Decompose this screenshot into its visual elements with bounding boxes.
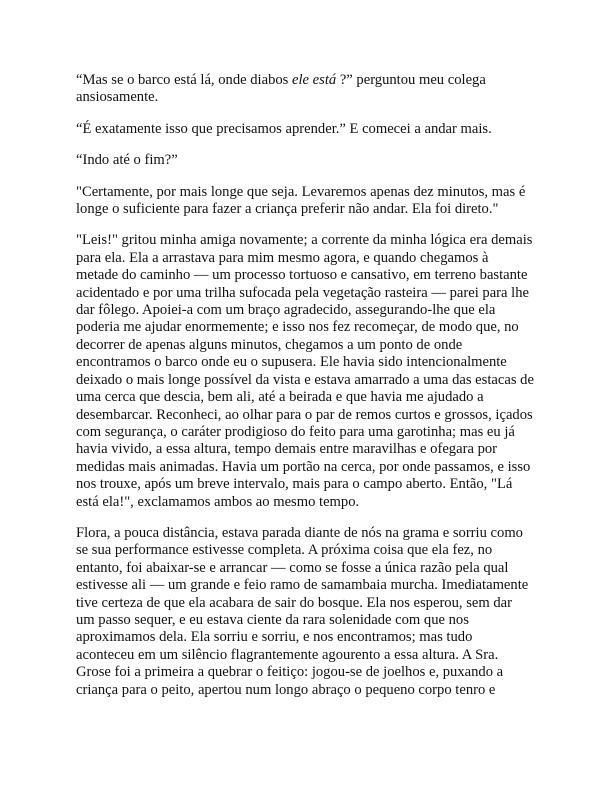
paragraph-1-start: “Mas se o barco está lá, onde diabos [76,72,292,88]
paragraph-1-end: ?” perguntou meu colega ansiosamente. [76,72,486,106]
paragraph-5: "Leis!" gritou minha amiga novamente; a corrente da minha lógica era demais para ela. Ela a arrastava para mim mesmo agora, e quando chegamos à metade do caminho — um processo tortuoso e cansativo, em terreno bastante acidentado e por uma trilha sufocada pela vegetação rasteira — parei para lhe dar fôlego. Apoiei-a com um braço agradecido, assegurando-lhe que ela poderia me ajudar enormemente; e isso nos fez recomeçar, de modo que, no decorrer de apenas alguns minutos, chegamos a um ponto de onde encontramos o barco onde eu o supusera. Ele havia sido intencionalmente deixado o mais longe possível da vista e estava amarrado a uma das estacas de uma cerca que descia, bem ali, até a beirada e que havia me ajudado a desembarcar. Reconheci, ao olhar para o par de remos curtos e grossos, içados com segurança, o caráter prodigioso do feito para uma garotinha; mas eu já havia vivido, a essa altura, tempo demais entre maravilhas e ofegara por medidas mais animadas. Havia um portão na cerca, por onde passamos, e isso nos trouxe, após um breve intervalo, mais para o campo aberto. Então, "Lá está ela!", exclamamos ambos ao mesmo tempo. [76,232,534,510]
document-page [76,72,534,713]
paragraph-4: "Certamente, por mais longe que seja. Levaremos apenas dez minutos, mas é longe o suficiente para fazer a criança preferir não andar. Ela foi direto." [76,183,526,218]
paragraph-3: “Indo até o fim?” [76,152,178,169]
paragraph-1-italic: ele está [292,72,337,88]
paragraph-1 [76,72,534,107]
paragraph-2: “É exatamente isso que precisamos aprender.” E comecei a andar mais. [76,120,492,137]
paragraph-6: Flora, a pouca distância, estava parada diante de nós na grama e sorriu como se sua performance estivesse completa. A próxima coisa que ela fez, no entanto, foi abaixar-se e arrancar — como se fosse a única razão pela qual estivesse ali — um grande e feio ramo de samambaia murcha. Imediatamente tive certeza de que ela acabara de sair do bosque. Ela nos esperou, sem dar um passo sequer, e eu estava ciente da rara solenidade com que nos aproximamos dela. Ela sorriu e sorriu, e nos encontramos; mas tudo aconteceu em um silêncio flagrantemente agourento a essa altura. A Sra. Grose foi a primeira a quebrar o feitiço: jogou-se de joelhos e, puxando a criança para o peito, apertou num longo abraço o pequeno corpo tenro e [76,524,529,698]
